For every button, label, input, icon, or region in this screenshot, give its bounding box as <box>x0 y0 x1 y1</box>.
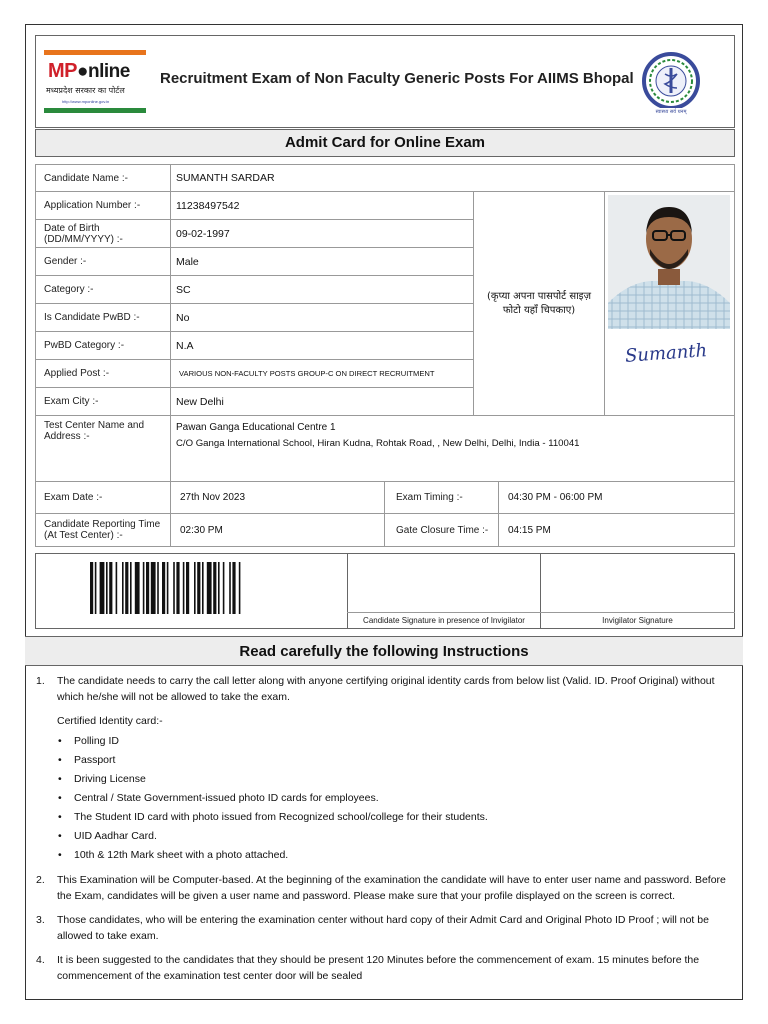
instruction-text: It is been suggested to the candidates that they should be present 120 Minutes before the commencement of exam. 15 minutes before the commencement of the examination test center door will be sealed <box>57 954 700 982</box>
instruction-item-2 <box>36 872 736 904</box>
list-item: • 10th & 12th Mark sheet with a photo attached. <box>74 846 736 865</box>
applied-post-label: Applied Post :- <box>35 359 171 388</box>
portal-logo-text: MP <box>48 60 77 82</box>
exam-city-label: Exam City :- <box>35 387 171 416</box>
list-item: • Passport <box>74 751 736 770</box>
dob-value: 09-02-1997 <box>170 219 474 248</box>
exam-city-value: New Delhi <box>170 387 474 416</box>
candidate-photo <box>608 195 730 329</box>
aiims-seal-icon <box>638 50 704 116</box>
instruction-num: 2. <box>36 874 45 886</box>
barcode <box>90 562 302 614</box>
gate-closure-label: Gate Closure Time :- <box>384 513 499 547</box>
gate-closure-value: 04:15 PM <box>498 513 735 547</box>
portal-logo-globe-icon: ● <box>77 61 88 82</box>
test-center-value <box>170 415 735 482</box>
portal-tagline: मध्यप्रदेश सरकार का पोर्टल <box>46 86 125 95</box>
invigilator-signature-caption: Invigilator Signature <box>602 616 673 625</box>
category-value: SC <box>170 275 474 304</box>
list-item: • Driving License <box>74 770 736 789</box>
portal-url: http://www.mponline.gov.in <box>62 99 110 104</box>
portal-logo-text-b: nline <box>87 61 130 82</box>
dob-label: Date of Birth (DD/MM/YYYY) :- <box>35 219 171 248</box>
instruction-num: 4. <box>36 954 45 966</box>
candidate-signature-caption-cell <box>347 612 541 629</box>
certified-id-list <box>57 732 736 865</box>
instruction-item-4 <box>36 952 736 984</box>
application-number-value: 11238497542 <box>170 191 474 220</box>
instructions-list <box>36 673 736 984</box>
seal-motto: स्वास्थ्य सर्व धनम् <box>655 109 687 115</box>
instruction-text: The candidate needs to carry the call letter along with anyone certifying original identity cards from below list (Valid. ID. Proof Original) without which he/she will not be allowed to take the exam. <box>57 675 715 703</box>
admit-card-heading: Admit Card for Online Exam <box>35 129 735 157</box>
instruction-num: 3. <box>36 914 45 926</box>
candidate-signature-caption: Candidate Signature in presence of Invigilator <box>363 616 525 625</box>
exam-date-value: 27th Nov 2023 <box>170 481 385 514</box>
instruction-num: 1. <box>36 675 45 687</box>
test-center-name: Pawan Ganga Educational Centre 1 <box>176 422 336 433</box>
reporting-time-value: 02:30 PM <box>170 513 385 547</box>
list-item: • Central / State Government-issued photo ID cards for employees. <box>74 789 736 808</box>
certified-id-heading: Certified Identity card:- <box>57 715 163 727</box>
portal-logo <box>48 60 130 83</box>
portal-logo-stripe-bottom <box>44 108 146 113</box>
instructions-heading: Read carefully the following Instructions <box>25 636 743 666</box>
list-item: • Polling ID <box>74 732 736 751</box>
exam-date-label: Exam Date :- <box>35 481 171 514</box>
applied-post-value: VARIOUS NON-FACULTY POSTS GROUP-C ON DIRECT RECRUITMENT <box>170 359 474 388</box>
portal-logo-stripe-top <box>44 50 146 55</box>
instruction-text: Those candidates, who will be entering the examination center without hard copy of their Admit Card and Original Photo ID Proof ; will not be allowed to take exam. <box>57 914 709 942</box>
list-item: • The Student ID card with photo issued from Recognized school/college for their students. <box>74 808 736 827</box>
instruction-item-3 <box>36 912 736 944</box>
certified-id-block <box>36 713 736 865</box>
photo-paste-instruction: (कृप्या अपना पासपोर्ट साइज़ फोटो यहाँ चिपकाए) <box>473 191 605 416</box>
category-label: Category :- <box>35 275 171 304</box>
list-item: • UID Aadhar Card. <box>74 827 736 846</box>
pwbd-value: No <box>170 303 474 332</box>
invigilator-signature-caption-cell <box>540 612 735 629</box>
gender-value: Male <box>170 247 474 276</box>
candidate-name-value: SUMANTH SARDAR <box>170 164 735 192</box>
exam-timing-value: 04:30 PM - 06:00 PM <box>498 481 735 514</box>
test-center-address: C/O Ganga International School, Hiran Kudna, Rohtak Road, , New Delhi, Delhi, India - 110041 <box>176 438 580 449</box>
exam-title: Recruitment Exam of Non Faculty Generic Posts For AIIMS Bhopal <box>160 70 634 87</box>
application-number-label: Application Number :- <box>35 191 171 220</box>
instruction-item-1 <box>36 673 736 705</box>
instruction-text: This Examination will be Computer-based. At the beginning of the examination the candidate will have to enter user name and password. Before the Exam, candidates will be given a user name and password. Please make sure that your profile displayed on the screen is correct. <box>57 874 726 902</box>
pwbd-category-value: N.A <box>170 331 474 360</box>
candidate-name-label: Candidate Name :- <box>35 164 171 192</box>
pwbd-category-label: PwBD Category :- <box>35 331 171 360</box>
candidate-signature-image: Sumanth <box>624 340 708 367</box>
test-center-label: Test Center Name and Address :- <box>35 415 171 482</box>
gender-label: Gender :- <box>35 247 171 276</box>
exam-timing-label: Exam Timing :- <box>384 481 499 514</box>
pwbd-label: Is Candidate PwBD :- <box>35 303 171 332</box>
reporting-time-label: Candidate Reporting Time (At Test Center) :- <box>35 513 171 547</box>
